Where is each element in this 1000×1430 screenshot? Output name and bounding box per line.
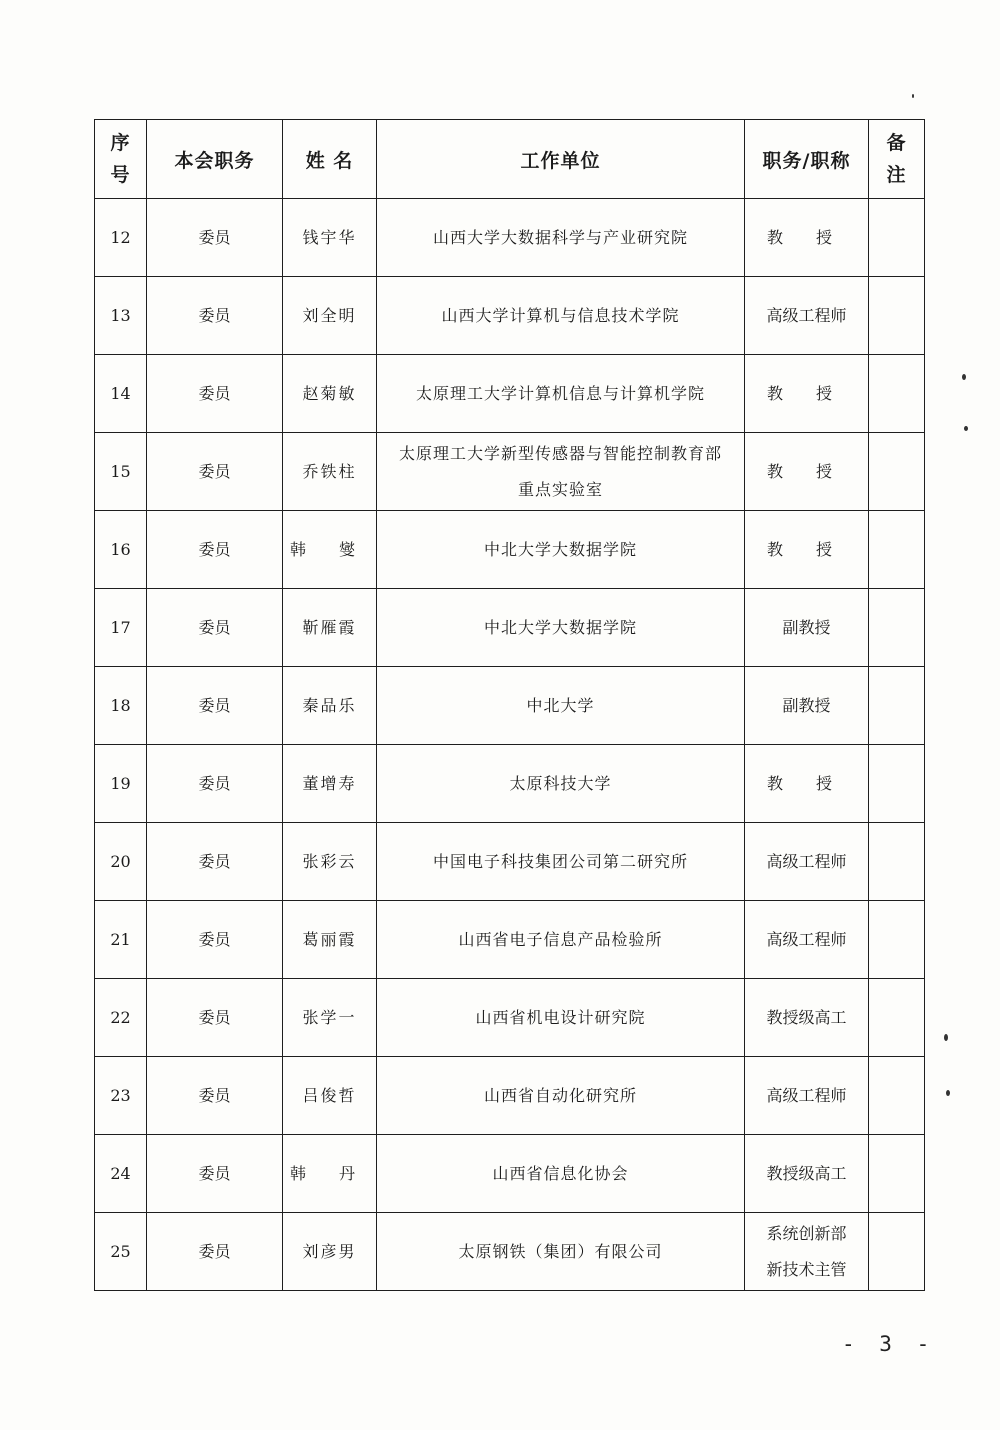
cell-name: 张学一 xyxy=(283,979,377,1057)
table-row xyxy=(95,745,925,823)
cell-title-line1: 系统创新部 xyxy=(766,1223,847,1243)
cell-role: 委员 xyxy=(147,199,283,277)
table-row xyxy=(95,199,925,277)
cell-org: 太原钢铁（集团）有限公司 xyxy=(377,1213,745,1291)
cell-note xyxy=(869,355,925,433)
cell-title: 高级工程师 xyxy=(745,901,869,979)
cell-title: 教 授 xyxy=(745,433,869,511)
cell-title: 高级工程师 xyxy=(745,823,869,901)
cell-name: 张彩云 xyxy=(283,823,377,901)
cell-role: 委员 xyxy=(147,1057,283,1135)
scan-speck xyxy=(964,426,968,431)
cell-title: 教 授 xyxy=(745,355,869,433)
cell-org-line2: 重点实验室 xyxy=(517,479,603,499)
cell-role: 委员 xyxy=(147,823,283,901)
committee-roster-table xyxy=(94,119,925,1291)
table-row xyxy=(95,667,925,745)
page-number: - 3 - xyxy=(842,1332,936,1356)
table-row xyxy=(95,823,925,901)
cell-title: 教授级高工 xyxy=(745,1135,869,1213)
cell-role: 委员 xyxy=(147,511,283,589)
header-note-line2: 注 xyxy=(886,164,907,186)
cell-role: 委员 xyxy=(147,277,283,355)
cell-name: 赵菊敏 xyxy=(283,355,377,433)
cell-name: 韩 燮 xyxy=(283,511,377,589)
cell-title xyxy=(745,1213,869,1291)
cell-role: 委员 xyxy=(147,1135,283,1213)
cell-seq: 16 xyxy=(95,511,147,589)
cell-title: 教 授 xyxy=(745,199,869,277)
cell-role: 委员 xyxy=(147,433,283,511)
cell-name: 刘彦男 xyxy=(283,1213,377,1291)
cell-name: 韩 丹 xyxy=(283,1135,377,1213)
cell-title: 教授级高工 xyxy=(745,979,869,1057)
cell-name: 刘全明 xyxy=(283,277,377,355)
cell-title: 教 授 xyxy=(745,745,869,823)
cell-title: 高级工程师 xyxy=(745,277,869,355)
cell-seq: 23 xyxy=(95,1057,147,1135)
cell-org: 中北大学 xyxy=(377,667,745,745)
table-row xyxy=(95,1213,925,1291)
cell-seq: 12 xyxy=(95,199,147,277)
cell-seq: 18 xyxy=(95,667,147,745)
header-seq-line1: 序 xyxy=(110,132,131,154)
cell-note xyxy=(869,1057,925,1135)
cell-role: 委员 xyxy=(147,667,283,745)
cell-name: 钱宇华 xyxy=(283,199,377,277)
cell-note xyxy=(869,901,925,979)
cell-role: 委员 xyxy=(147,1213,283,1291)
table-row xyxy=(95,1057,925,1135)
cell-role: 委员 xyxy=(147,355,283,433)
cell-seq: 15 xyxy=(95,433,147,511)
cell-note xyxy=(869,589,925,667)
cell-title-line2: 新技术主管 xyxy=(766,1259,847,1279)
header-seq-line2: 号 xyxy=(110,164,131,186)
cell-org: 山西大学计算机与信息技术学院 xyxy=(377,277,745,355)
table-header-row xyxy=(95,120,925,199)
cell-org: 中北大学大数据学院 xyxy=(377,589,745,667)
cell-name: 葛丽霞 xyxy=(283,901,377,979)
cell-org: 山西省电子信息产品检验所 xyxy=(377,901,745,979)
header-name: 姓 名 xyxy=(283,120,377,199)
scan-speck xyxy=(912,94,914,98)
cell-org: 山西大学大数据科学与产业研究院 xyxy=(377,199,745,277)
cell-title: 副教授 xyxy=(745,589,869,667)
cell-org: 山西省机电设计研究院 xyxy=(377,979,745,1057)
cell-role: 委员 xyxy=(147,901,283,979)
cell-seq: 21 xyxy=(95,901,147,979)
cell-note xyxy=(869,511,925,589)
cell-org: 太原科技大学 xyxy=(377,745,745,823)
cell-role: 委员 xyxy=(147,589,283,667)
cell-note xyxy=(869,277,925,355)
header-note-line1: 备 xyxy=(886,132,907,154)
cell-org: 中国电子科技集团公司第二研究所 xyxy=(377,823,745,901)
cell-seq: 22 xyxy=(95,979,147,1057)
cell-note xyxy=(869,433,925,511)
scan-speck xyxy=(946,1090,950,1096)
cell-note xyxy=(869,823,925,901)
table-row xyxy=(95,979,925,1057)
header-title: 职务/职称 xyxy=(745,120,869,199)
cell-name: 靳雁霞 xyxy=(283,589,377,667)
cell-note xyxy=(869,199,925,277)
cell-title: 教 授 xyxy=(745,511,869,589)
table-row xyxy=(95,277,925,355)
cell-title: 高级工程师 xyxy=(745,1057,869,1135)
cell-seq: 17 xyxy=(95,589,147,667)
header-org: 工作单位 xyxy=(377,120,745,199)
cell-name: 董增寿 xyxy=(283,745,377,823)
cell-seq: 14 xyxy=(95,355,147,433)
cell-seq: 19 xyxy=(95,745,147,823)
scan-speck xyxy=(944,1034,948,1041)
scan-speck xyxy=(962,374,966,380)
table-row xyxy=(95,589,925,667)
cell-title: 副教授 xyxy=(745,667,869,745)
cell-org xyxy=(377,433,745,511)
cell-seq: 13 xyxy=(95,277,147,355)
cell-seq: 20 xyxy=(95,823,147,901)
cell-note xyxy=(869,979,925,1057)
table-row xyxy=(95,433,925,511)
header-role: 本会职务 xyxy=(147,120,283,199)
cell-name: 乔铁柱 xyxy=(283,433,377,511)
table-body xyxy=(95,199,925,1291)
cell-seq: 25 xyxy=(95,1213,147,1291)
cell-name: 秦品乐 xyxy=(283,667,377,745)
table-row xyxy=(95,511,925,589)
table-row xyxy=(95,901,925,979)
cell-org: 山西省自动化研究所 xyxy=(377,1057,745,1135)
table-row xyxy=(95,1135,925,1213)
cell-seq: 24 xyxy=(95,1135,147,1213)
cell-note xyxy=(869,667,925,745)
table-row xyxy=(95,355,925,433)
cell-org-line1: 太原理工大学新型传感器与智能控制教育部 xyxy=(398,443,722,463)
header-note xyxy=(869,120,925,199)
cell-name: 吕俊哲 xyxy=(283,1057,377,1135)
cell-note xyxy=(869,1213,925,1291)
cell-org: 山西省信息化协会 xyxy=(377,1135,745,1213)
header-seq xyxy=(95,120,147,199)
cell-org: 太原理工大学计算机信息与计算机学院 xyxy=(377,355,745,433)
cell-note xyxy=(869,745,925,823)
cell-role: 委员 xyxy=(147,979,283,1057)
cell-role: 委员 xyxy=(147,745,283,823)
cell-org: 中北大学大数据学院 xyxy=(377,511,745,589)
cell-note xyxy=(869,1135,925,1213)
